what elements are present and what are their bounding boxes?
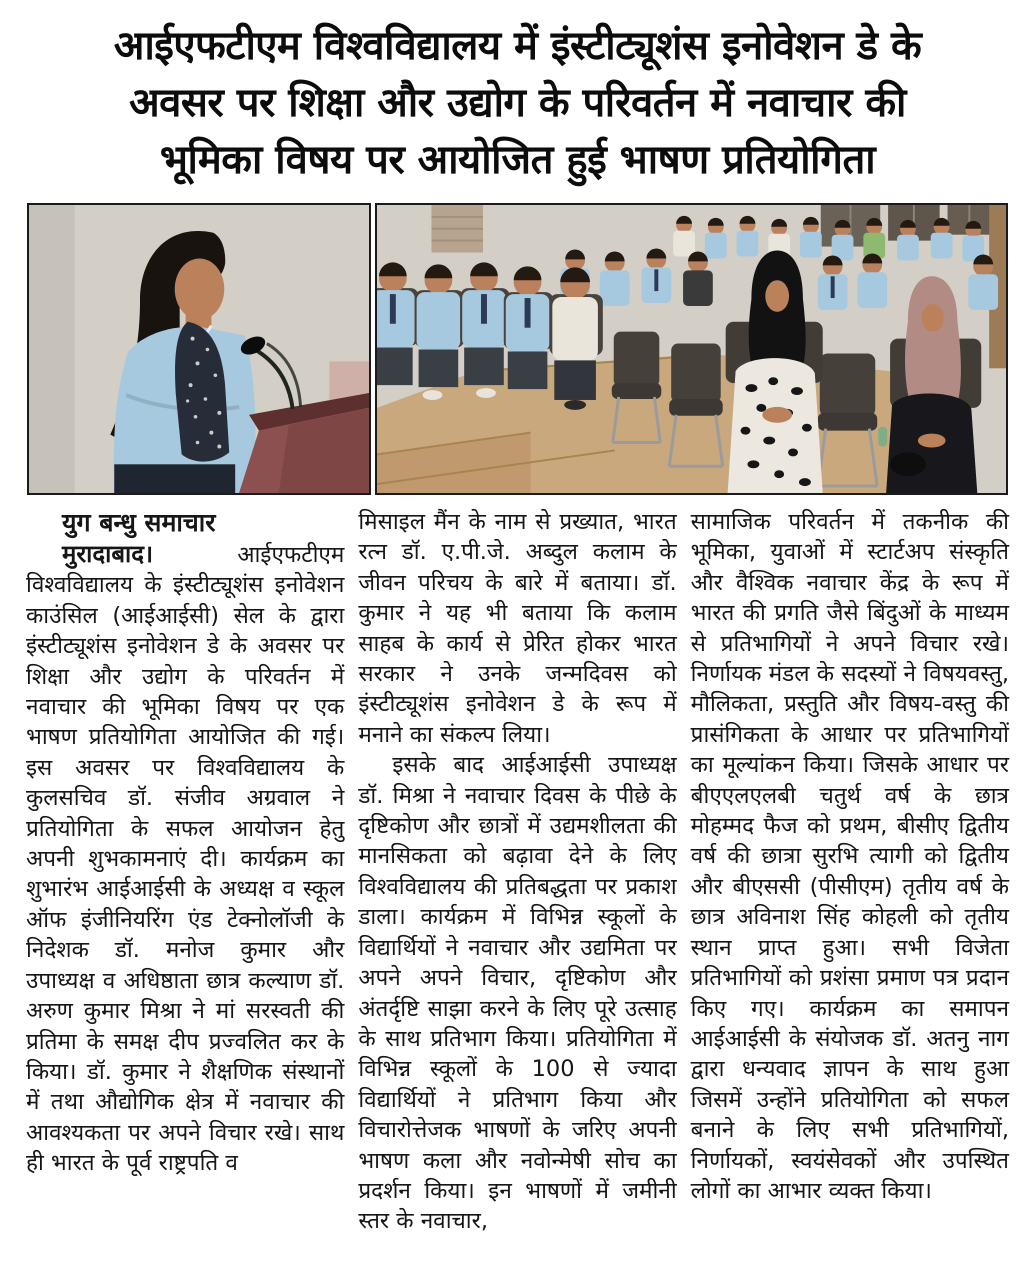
photo-row <box>0 203 1035 495</box>
headline <box>0 0 1035 189</box>
article-paragraph: सामाजिक परिवर्तन में तकनीक की भूमिका, युवाओं में स्टार्टअप संस्कृति और वैश्विक नवाचार केंद्र के रूप में भारत की प्रगति जैसे बिंदुओं के माध्यम से प्रतिभागियों ने अपने विचार रखे। निर्णायक मंडल के सदस्यों ने विषयवस्तु, मौलिकता, प्रस्तुति और विषय-वस्तु की प्रासंगिकता के आधार पर प्रतिभागियों का मूल्यांकन किया। जिसके आधार पर बीएएलएलबी चतुर्थ वर्ष के छात्र मोहम्मद फैज को प्रथम, बीसीए द्वितीय वर्ष की छात्रा सुरभि त्यागी को द्वितीय और बीएससी (पीसीएम) तृतीय वर्ष के छात्र अविनाश सिंह कोहली को तृतीय स्थान प्राप्त हुआ। सभी विजेता प्रतिभागियों को प्रशंसा प्रमाण पत्र प्रदान किए गए। कार्यक्रम का समापन आईआईसी के संयोजक डॉ. अतनु नाग द्वारा धन्यवाद ज्ञापन के साथ हुआ जिसमें उन्होंने प्रतियोगिता को सफल बनाने के लिए सभी प्रतिभागियों, निर्णायकों, स्वयंसेवकों और उपस्थित लोगों का आभार व्यक्त किया। <box>690 509 1009 1204</box>
article-text: आईएफटीएम विश्वविद्यालय के इंस्टीट्यूशंस इनोवेशन काउंसिल (आईआईसी) सेल के द्वारा इंस्टीट्यूशंस इनोवेशन डे के अवसर पर शिक्षा और उद्योग के परिवर्तन में नवाचार की भूमिका विषय पर एक भाषण प्रतियोगिता आयोजित की गई। इस अवसर पर विश्वविद्यालय के कुलसचिव डॉ. संजीव अग्रवाल ने प्रतियोगिता के सफल आयोजन हेतु अपनी शुभकामनाएं दी। कार्यक्रम का शुभारंभ आईआईसी के अध्यक्ष व स्कूल ऑफ इंजीनियरिंग एंड टेक्नोलॉजी के निदेशक डॉ. मनोज कुमार और उपाध्यक्ष व अधिष्ठाता छात्र कल्याण डॉ. अरुण कुमार मिश्रा ने मां सरस्वती की प्रतिमा के समक्ष दीप प्रज्वलित कर के किया। डॉ. कुमार ने शैक्षणिक संस्थानों में तथा औद्योगिक क्षेत्र में नवाचार की आवश्यकता पर अपने विचार रखे। साथ ही भारत के पूर्व राष्ट्रपति व <box>26 542 345 1177</box>
agency-byline: युग बन्धु समाचार <box>62 508 216 537</box>
article-paragraph: इसके बाद आईआईसी उपाध्यक्ष डॉ. मिश्रा ने नवाचार दिवस के पीछे के दृष्टिकोण और छात्रों में उद्यमशीलता की मानसिकता को बढ़ावा देने के लिए विश्वविद्यालय की प्रतिबद्धता पर प्रकाश डाला। कार्यक्रम में विभिन्न स्कूलों के विद्यार्थियों ने नवाचार और उद्यमिता पर अपने अपने विचार, दृष्टिकोण और अंतर्दृष्टि साझा करने के लिए पूरे उत्साह के साथ प्रतिभाग किया। प्रतियोगिता में विभिन्न स्कूलों के 100 से ज्यादा विद्यार्थियों ने प्रतिभाग किया और विचारोत्तेजक भाषणों के जरिए अपनी भाषण कला और नवोन्मेषी सोच का प्रदर्शन किया। इन भाषणों में जमीनी स्तर के नवाचार, <box>358 752 677 1235</box>
article-paragraph <box>26 539 344 1179</box>
dateline: मुरादाबाद। <box>62 540 154 568</box>
water-bottle <box>878 427 887 447</box>
article-column-2 <box>358 507 676 1249</box>
bag <box>890 452 926 476</box>
photo-speaker-at-podium <box>27 203 371 495</box>
article-column-1 <box>26 507 344 1249</box>
article-column-3 <box>691 507 1009 1249</box>
article-body <box>0 507 1035 1249</box>
skirt <box>114 464 235 493</box>
headline-line-3: भूमिका विषय पर आयोजित हुई भाषण प्रतियोगिता <box>159 137 876 183</box>
article-paragraph: मिसाइल मैंन के नाम से प्रख्यात, भारत रत्न डॉ. ए.पी.जे. अब्दुल कलाम के जीवन परिचय के बारे में बताया। डॉ. कुमार ने यह भी बताया कि कलाम साहब के कार्य से प्रेरित होकर भारत सरकार ने उनके जन्मदिवस को इंस्टीट्यूशंस इनोवेशन डे के रूप में मनाने का संकल्प लिया। <box>358 509 677 748</box>
photo-audience <box>375 203 1008 495</box>
headline-line-1: आईएफटीएम विश्वविद्यालय में इंस्टीट्यूशंस इनोवेशन डे के <box>113 23 922 69</box>
audience-photo-illustration <box>377 205 1006 493</box>
speaker-photo-illustration <box>29 205 369 493</box>
brick-column <box>431 205 483 253</box>
headline-line-2: अवसर पर शिक्षा और उद्योग के परिवर्तन में नवाचार की <box>129 80 906 126</box>
wall-shading <box>29 205 75 493</box>
